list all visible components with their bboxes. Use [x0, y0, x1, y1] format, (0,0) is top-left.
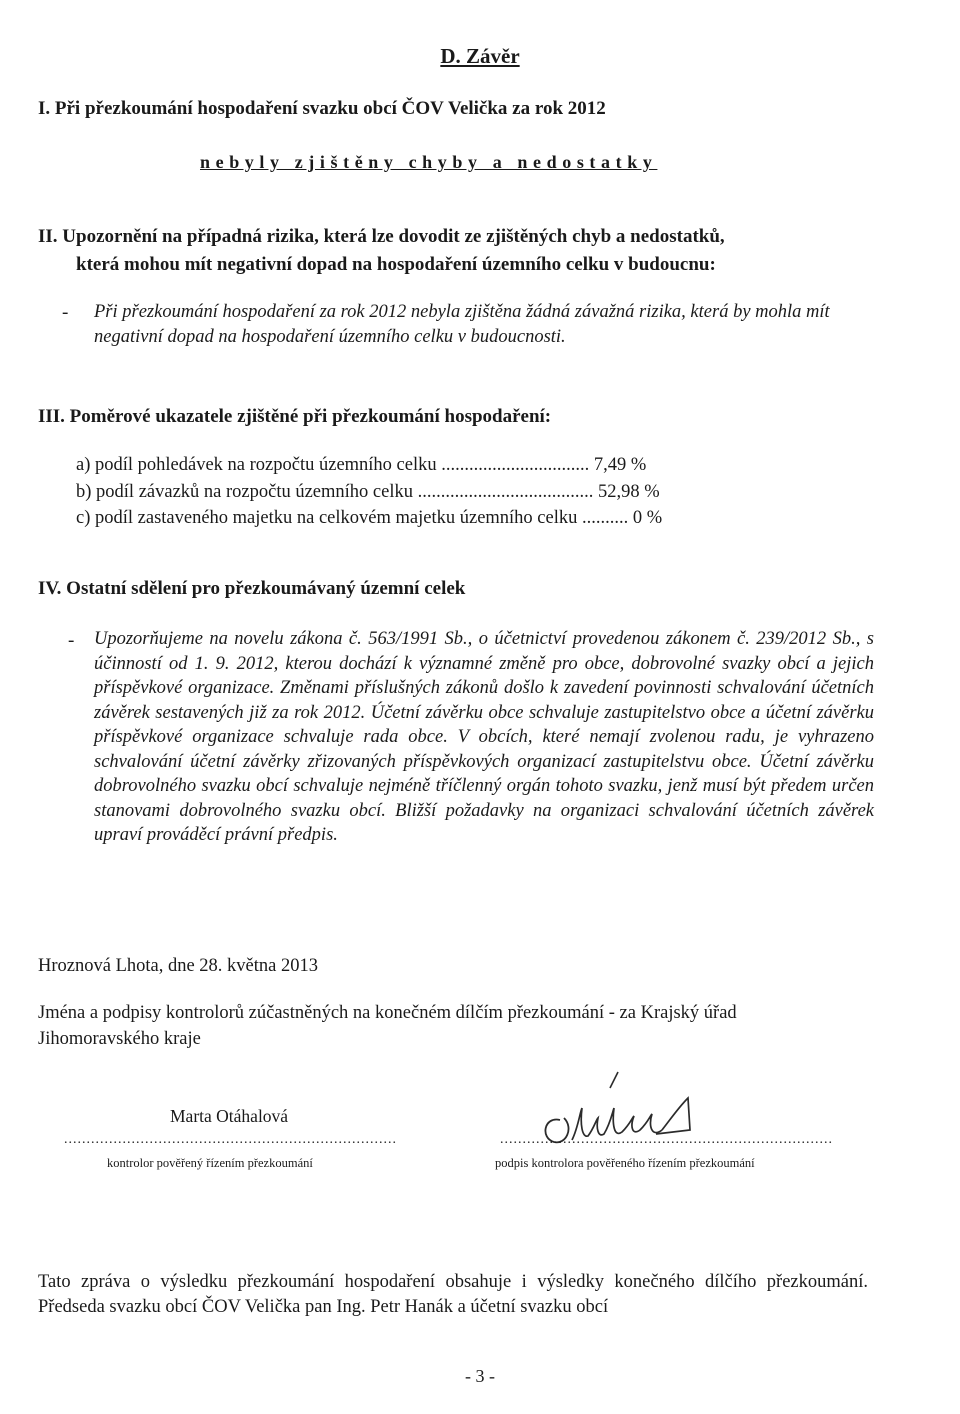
section1-title: I. Při přezkoumání hospodaření svazku obcí ČOV Velička za rok 2012 — [38, 98, 606, 119]
bullet-dash: - — [68, 630, 75, 651]
section2-title-line1: II. Upozornění na případná rizika, která lze dovodit ze zjištěných chyb a nedostatků, — [38, 226, 725, 247]
signature-line-left: .......................................................................... — [64, 1132, 397, 1147]
caption-right: podpis kontrolora pověřeného řízením přezkoumání — [495, 1156, 755, 1170]
section3-title: III. Poměrové ukazatele zjištěné při přezkoumání hospodaření: — [38, 406, 552, 427]
names-intro-line1: Jména a podpisy kontrolorů zúčastněných na konečném dílčím přezkoumání - za Krajský úřad — [38, 1003, 737, 1023]
controller-name: Marta Otáhalová — [170, 1106, 289, 1126]
page-number: - 3 - — [465, 1366, 495, 1386]
section4-bullet-text: Upozorňujeme na novelu zákona č. 563/1991 Sb., o účetnictví provedenou zákonem č. 239/2012 Sb., s účinností od 1. 9. 2012, kterou dochází k významné změně pro obce, dobrovolné svazky obcí a jejich příspěvkové organizace. Změnami příslušných zákonů došlo k zavedení povinnosti schvalování účetních závěrek sestavených již za rok 2012. Účetní závěrku obce schvaluje zastupitelstvo obce a účetní závěrku příspěvkové organizace schvaluje rada obce. V obcích, které nemají zvolenou radu, je vyhrazeno schvalování účetní závěrky zřizovaných příspěvkových organizací zastupitelstvu obce. Účetní závěrku dobrovolného svazku obcí schvaluje nejméně tříčlenný orgán tohoto svazku, jenž musí být předem určen stanovami dobrovolného svazku obcí. Bližší požadavky na organizaci schvalování účetních závěrek upraví prováděcí právní předpis. — [94, 629, 874, 845]
names-intro-line2: Jihomoravského kraje — [38, 1029, 201, 1049]
footer-paragraph: Tato zpráva o výsledku přezkoumání hospodaření obsahuje i výsledky konečného dílčího přezkoumání. Předseda svazku obcí ČOV Velička pan Ing. Petr Hanák a účetní svazku obcí — [38, 1272, 868, 1317]
page-heading: D. Závěr — [440, 44, 520, 68]
section4-title: IV. Ostatní sdělení pro přezkoumávaný územní celek — [38, 578, 466, 599]
caption-left: kontrolor pověřený řízením přezkoumání — [107, 1156, 313, 1170]
bullet-dash: - — [62, 302, 69, 323]
section2-bullet-text: Při přezkoumání hospodaření za rok 2012 nebyla zjištěna žádná závažná rizika, která by mohla mít negativní dopad na hospodaření územního celku v budoucnosti. — [94, 302, 830, 347]
section1-result: nebyly zjištěny chyby a nedostatky — [200, 152, 658, 172]
signature-line-right: .......................................................................... — [500, 1132, 833, 1147]
ratio-item-a: a) podíl pohledávek na rozpočtu územního celku ................................ 7,49 % — [76, 455, 647, 475]
place-date: Hroznová Lhota, dne 28. května 2013 — [38, 956, 318, 976]
section2-title-line2: která mohou mít negativní dopad na hospodaření územního celku v budoucnu: — [76, 254, 716, 275]
ratio-item-b: b) podíl závazků na rozpočtu územního celku ...................................... 52,98 % — [76, 482, 660, 502]
ratio-item-c: c) podíl zastaveného majetku na celkovém majetku územního celku .......... 0 % — [76, 508, 663, 528]
